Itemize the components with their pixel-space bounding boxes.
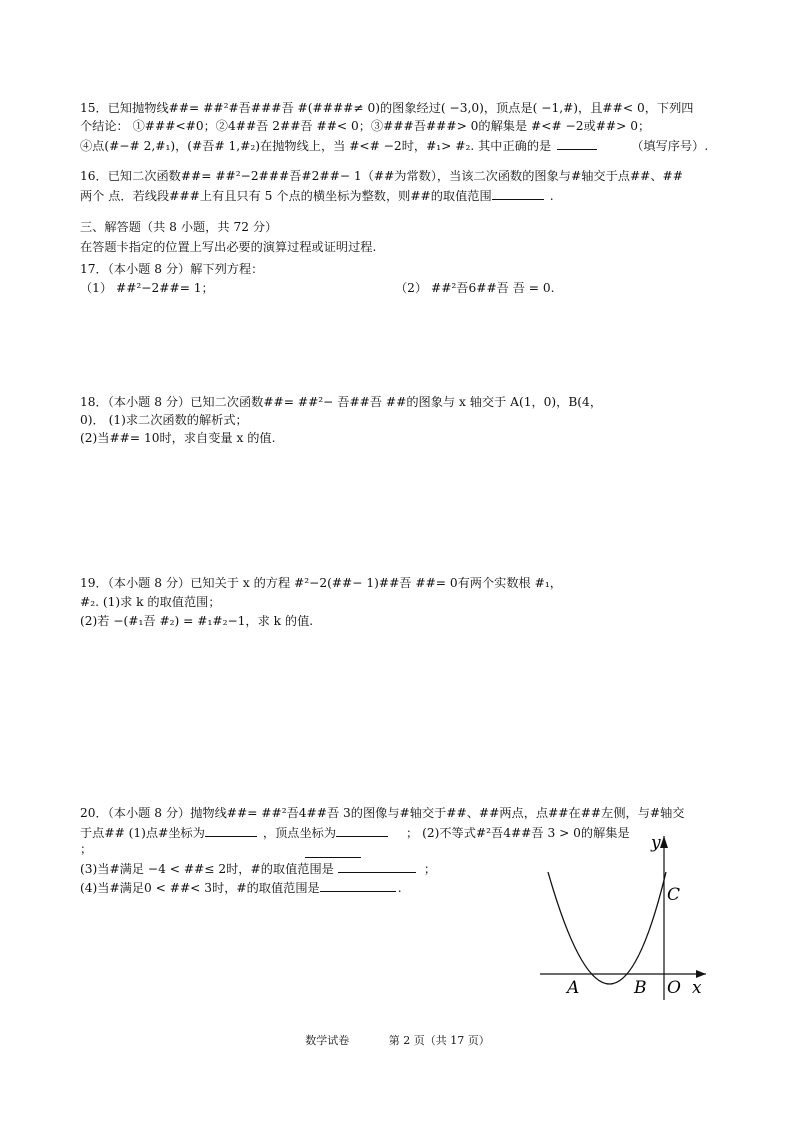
x-axis-label: x <box>692 978 702 998</box>
q16-answer-blank[interactable] <box>492 187 544 200</box>
q18-line-3: (2)当##= 10时，求自变量 x 的值. <box>80 431 276 445</box>
y-axis-label: y <box>651 833 661 853</box>
q17-part-1: （1） ##²−2##= 1； <box>80 281 214 295</box>
q20-line-2-text-a: 于点## (1)点#坐标为 <box>80 826 205 840</box>
point-c-label: C <box>667 885 681 905</box>
q15-line-1: 15．已知抛物线##= ##²#吾###吾 #(####≠ 0)的图象经过( −3,0)，顶点是( −1,#)，且##< 0，下列四 <box>80 101 694 115</box>
x-axis-arrow <box>696 970 706 978</box>
q15-line-2: 个结论： ①###<#0；②4##吾 2##吾 ##< 0；③###吾###> 0的解集是 #<# −2或##> 0； <box>80 119 651 133</box>
section-3-instruction: 在答题卡指定的位置上写出必要的演算过程或证明过程. <box>80 240 377 254</box>
q15-line-3-end: （填写序号）. <box>631 139 709 153</box>
q20-line-5 <box>80 879 402 896</box>
q18-line-1: 18．（本小题 8 分）已知二次函数##= ##²− 吾##吾 ##的图象与 x 轴交于 A(1，0)，B(4， <box>80 395 603 409</box>
q20-range-4-blank[interactable] <box>320 879 396 892</box>
footer-page-number: 第 2 页（共 17 页） <box>388 1034 490 1047</box>
q17-title: 17．（本小题 8 分）解下列方程： <box>80 262 264 276</box>
q16-line-2-text: 两个 点．若线段###上有且只有 5 个点的横坐标为整数，则##的取值范围 <box>80 189 492 203</box>
q20-line-4-text: (3)当#满足 −4 < ##≤ 2时，#的取值范围是 <box>80 862 334 876</box>
q19-line-1: 19．（本小题 8 分）已知关于 x 的方程 #²−2(##− 1)##吾 ##= 0有两个实数根 #₁， <box>80 576 562 590</box>
q20-line-5-text: (4)当#满足0 < ##< 3时，#的取值范围是 <box>80 881 320 895</box>
q20-line-4-end: ； <box>423 862 437 876</box>
q20-point-c-blank[interactable] <box>205 824 257 837</box>
point-b-label: B <box>634 978 647 998</box>
q18-line-2: 0)． (1)求二次函数的解析式； <box>80 413 248 427</box>
q17-part-2: （2） ##²吾6##吾 吾 = 0. <box>395 281 555 295</box>
q20-vertex-blank[interactable] <box>336 824 388 837</box>
q15-line-3 <box>80 137 708 154</box>
section-3-heading: 三、解答题（共 8 小题，共 72 分） <box>80 220 278 234</box>
footer-subject: 数学试卷 <box>305 1034 350 1047</box>
q16-line-2 <box>80 187 554 204</box>
y-axis-arrow <box>660 836 668 848</box>
q15-line-3-text: ④点(#−# 2,#₁)，(#吾# 1,#₂)在抛物线上，当 #<# −2时，#₁> #₂. 其中正确的是 <box>80 139 552 153</box>
parabola-graph <box>530 828 710 1008</box>
q20-line-2-text-c: ； (2)不等式#²吾4##吾 3 > 0的解集是 <box>406 826 630 840</box>
q20-line-1: 20．（本小题 8 分）抛物线##= ##²吾4##吾 3的图像与#轴交于##、##两点，点##在##左侧，与#轴交 <box>80 806 685 820</box>
q20-line-2-text-b: ，顶点坐标为 <box>262 826 337 840</box>
q15-answer-blank[interactable] <box>557 137 597 150</box>
q16-line-1: 16．已知二次函数##= ##²−2###吾#2##− 1（##为常数），当该二次函数的图象与#轴交于点##、## <box>80 169 683 183</box>
q20-solution-set-blank[interactable] <box>305 845 361 858</box>
point-a-label: A <box>567 978 580 998</box>
q19-line-2: #₂. (1)求 k 的取值范围； <box>80 595 221 609</box>
q20-line-5-end: . <box>397 881 402 895</box>
q19-line-3: (2)若 −(#₁吾 #₂) = #₁#₂−1，求 k 的值. <box>80 614 314 628</box>
origin-label: O <box>667 978 681 998</box>
q20-line-4 <box>80 860 436 877</box>
q16-line-2-end: . <box>549 189 554 203</box>
page-footer <box>0 1032 795 1048</box>
parabola-curve <box>548 872 666 984</box>
q20-line-3: ； <box>80 842 93 856</box>
q20-range-3-blank[interactable] <box>338 860 416 873</box>
